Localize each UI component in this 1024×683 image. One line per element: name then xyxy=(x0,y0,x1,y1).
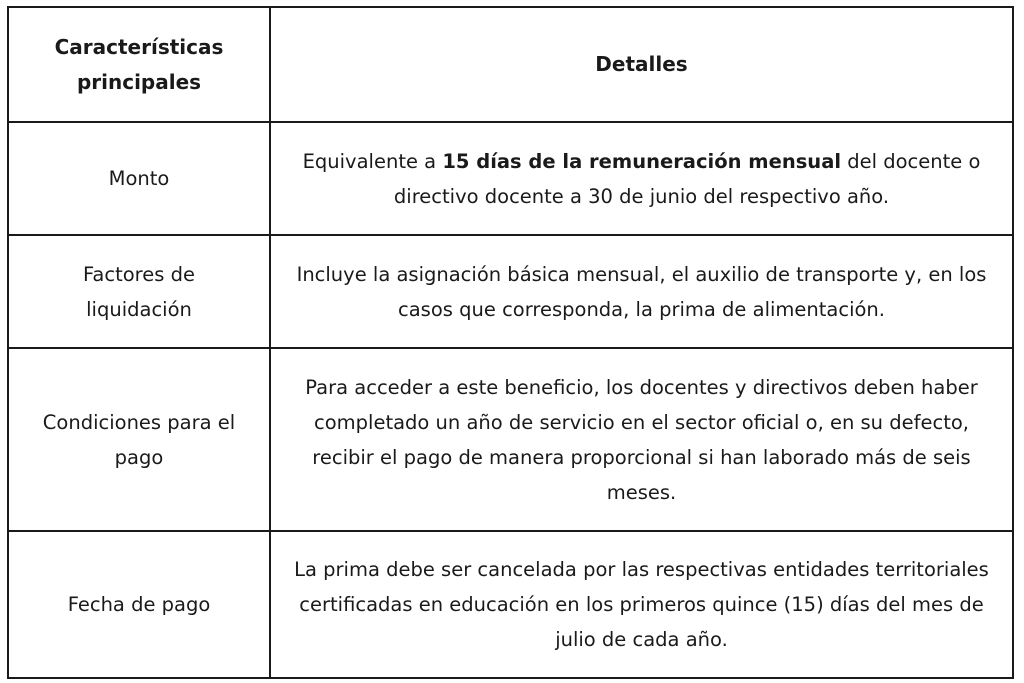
table-row xyxy=(8,348,1013,531)
row-label-line: Condiciones para el xyxy=(42,410,236,434)
row-label-factores xyxy=(8,235,270,348)
detail-text-pre: Equivalente a xyxy=(302,149,443,173)
header-caracteristicas-line1: Características xyxy=(54,34,224,59)
table-row xyxy=(8,122,1013,235)
row-label-line: Monto xyxy=(108,167,170,190)
table-row xyxy=(8,235,1013,348)
info-table xyxy=(7,6,1014,679)
row-label-fecha xyxy=(8,531,270,678)
header-detalles: Detalles xyxy=(270,7,1013,122)
row-detail-condiciones: Para acceder a este beneficio, los docentes y directivos deben haber completado un año de servicio en el sector oficial o, en su defecto, recibir el pago de manera proporcional si han laborado más de seis meses. xyxy=(270,348,1013,531)
row-detail-fecha: La prima debe ser cancelada por las respectivas entidades territoriales certificadas en educación en los primeros quince (15) días del mes de julio de cada año. xyxy=(270,531,1013,678)
table-row xyxy=(8,531,1013,678)
row-detail-monto xyxy=(270,122,1013,235)
detail-text-bold: 15 días de la remuneración mensual xyxy=(442,149,842,173)
row-label-condiciones xyxy=(8,348,270,531)
header-caracteristicas-line2: principales xyxy=(76,69,202,94)
row-label-line: Fecha de pago xyxy=(67,593,211,616)
detail-text-post: del docente o directivo docente a 30 de junio del respectivo año. xyxy=(393,149,981,208)
header-caracteristicas xyxy=(8,7,270,122)
row-label-line: pago xyxy=(114,445,164,469)
row-label-line: liquidación xyxy=(86,297,192,321)
row-detail-factores: Incluye la asignación básica mensual, el auxilio de transporte y, en los casos que corresponda, la prima de alimentación. xyxy=(270,235,1013,348)
table-header-row xyxy=(8,7,1013,122)
row-label-line: Factores de xyxy=(83,262,195,286)
row-label-monto xyxy=(8,122,270,235)
